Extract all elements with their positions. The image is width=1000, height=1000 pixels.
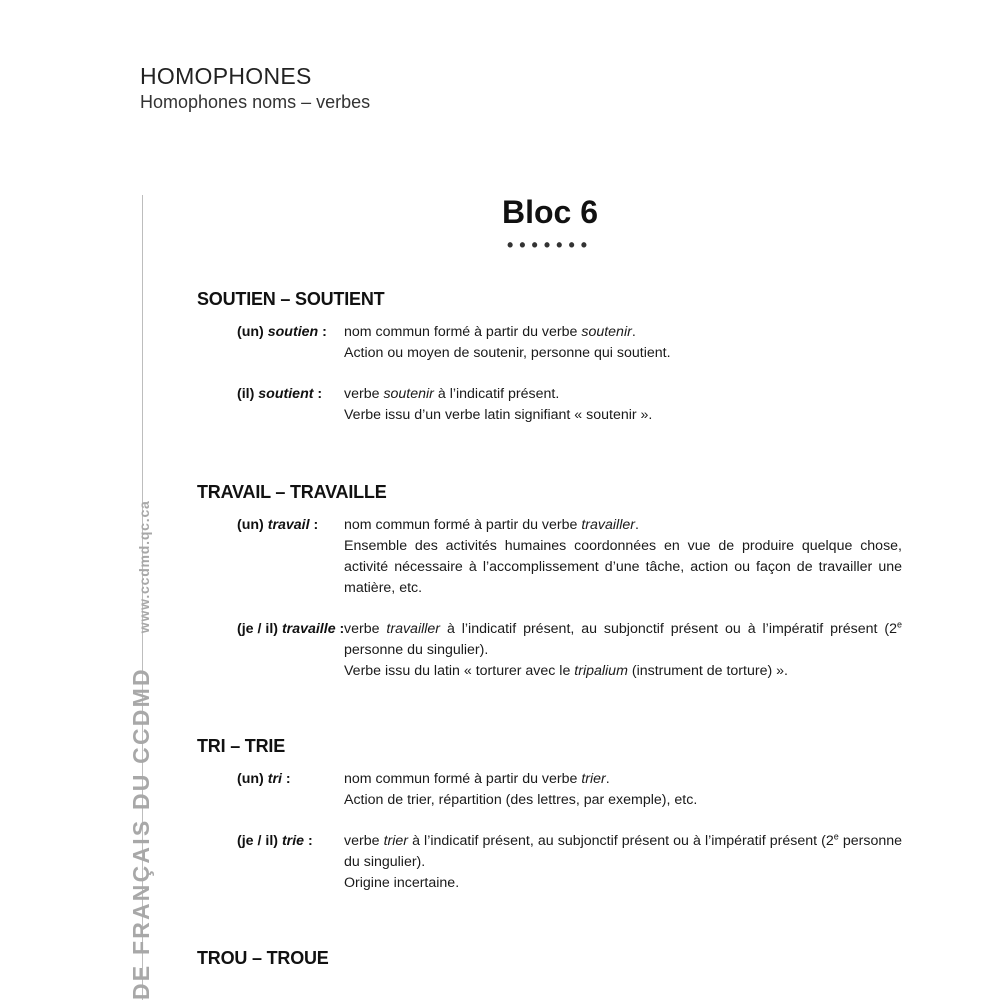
term-colon: :	[335, 621, 345, 637]
entry	[197, 831, 902, 894]
entry	[197, 384, 902, 426]
term-colon: :	[304, 833, 313, 849]
header-subtitle: Homophones noms – verbes	[140, 92, 371, 112]
def-line: Action ou moyen de soutenir, personne qui soutient.	[344, 345, 671, 361]
def-line: verbe soutenir à l’indicatif présent.	[344, 386, 560, 402]
entry	[197, 322, 902, 364]
term-word: trie	[281, 833, 305, 849]
entry-definition	[344, 384, 902, 426]
term-colon: :	[309, 517, 319, 533]
term-word: tri	[267, 771, 282, 787]
section-title: TRI – TRIE	[197, 736, 286, 756]
term-article: (un)	[237, 324, 264, 340]
def-line: verbe travailler à l’indicatif présent, au subjonctif présent ou à l’impératif présent (2e personne du singulier).	[344, 619, 902, 658]
section-title: TROU – TROUE	[197, 948, 329, 968]
def-line: Origine incertaine.	[344, 875, 460, 891]
section-soutien	[197, 289, 902, 446]
entry-term	[197, 384, 344, 426]
term-word: soutien	[267, 324, 319, 340]
sidebar-vertical-text	[128, 500, 155, 1000]
def-line: verbe trier à l’indicatif présent, au subjonctif présent ou à l’impératif présent (2e personne du singulier).	[344, 831, 903, 870]
term-article: (un)	[237, 771, 264, 787]
bloc-title: Bloc 6	[501, 194, 599, 230]
entry-definition	[344, 515, 902, 599]
section-trou	[197, 948, 902, 981]
entry-definition	[344, 769, 902, 811]
page-header	[140, 62, 370, 114]
term-word: travaille	[281, 621, 336, 637]
sidebar-brand: DE FRANÇAIS DU CCDMD	[128, 667, 154, 1000]
sidebar-url: www.ccdmd.qc.ca	[136, 500, 152, 634]
entry	[197, 515, 902, 599]
def-line: nom commun formé à partir du verbe soutenir.	[344, 324, 636, 340]
def-line: Verbe issu d’un verbe latin signifiant « soutenir ».	[344, 407, 653, 423]
section-title: TRAVAIL – TRAVAILLE	[197, 482, 387, 502]
term-word: soutient	[258, 386, 314, 402]
def-line: Verbe issu du latin « torturer avec le tripalium (instrument de torture) ».	[344, 663, 788, 679]
section-tri	[197, 736, 902, 914]
def-line: Action de trier, répartition (des lettres, par exemple), etc.	[344, 792, 698, 808]
entry-term	[197, 619, 344, 682]
term-article: (je / il)	[237, 621, 278, 637]
bloc-dots: •••••••	[506, 235, 594, 255]
section-title: SOUTIEN – SOUTIENT	[197, 289, 385, 309]
term-article: (je / il)	[237, 833, 278, 849]
term-word: travail	[267, 517, 310, 533]
entry-term	[197, 322, 344, 364]
entry-definition	[344, 619, 902, 682]
entry	[197, 619, 902, 682]
entry-definition	[344, 322, 902, 364]
term-article: (il)	[237, 386, 255, 402]
entry-term	[197, 769, 344, 811]
entry-term	[197, 831, 344, 894]
section-travail	[197, 482, 902, 702]
bloc-heading	[0, 190, 1000, 255]
term-colon: :	[318, 324, 327, 340]
def-line: nom commun formé à partir du verbe trier.	[344, 771, 610, 787]
entry-definition	[344, 831, 902, 894]
entry	[197, 769, 902, 811]
header-title: HOMOPHONES	[140, 63, 312, 89]
def-line: Ensemble des activités humaines coordonnées en vue de produire quelque chose, activité nécessaire à l’accomplissement d’une tâche, action ou façon de travailler une matière, etc.	[344, 538, 902, 596]
entry-term	[197, 515, 344, 599]
def-line: nom commun formé à partir du verbe travailler.	[344, 517, 639, 533]
term-colon: :	[313, 386, 323, 402]
term-article: (un)	[237, 517, 264, 533]
term-colon: :	[281, 771, 291, 787]
